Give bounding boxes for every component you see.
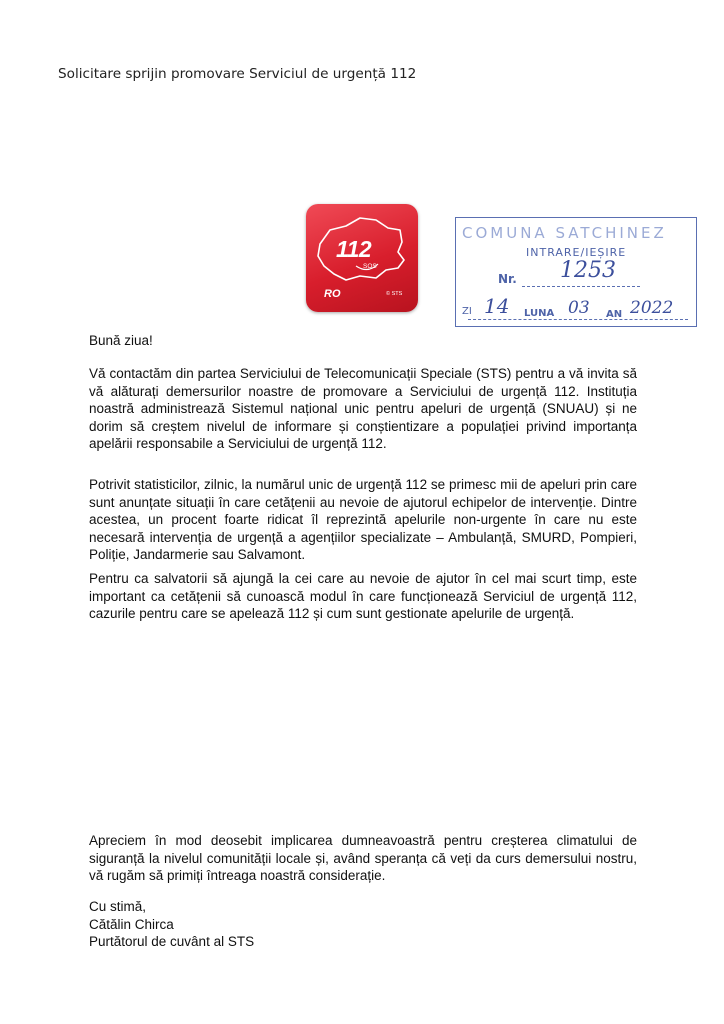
- stamp-nr-line: [522, 286, 640, 287]
- signature-block: [89, 898, 254, 951]
- stamp-in-out: INTRARE/IEȘIRE: [526, 246, 627, 259]
- stamp-institution: COMUNA SATCHINEZ: [462, 224, 667, 242]
- letter-subject: Solicitare sprijin promovare Serviciul de urgență 112: [58, 66, 417, 82]
- paragraph-text: Vă contactăm din partea Serviciului de Telecomunicații Speciale (STS) pentru a vă invita să vă alăturați demersurilor noastre de promovare a Serviciului de urgență 112. Instituția noastră administrează Sistemul național unic pentru apeluri de urgență (SNUAU) și ne dorim să creștem nivelul de informare și conștientizare a populației privind importanța apelării responsabile a Serviciului de urgență 112.: [89, 366, 637, 451]
- signer-name: Cătălin Chirca: [89, 916, 174, 932]
- stamp-nr-value: 1253: [560, 258, 616, 283]
- closing: Cu stimă,: [89, 899, 147, 914]
- letter-paragraph: [89, 832, 637, 885]
- stamp-nr-label: Nr.: [498, 272, 517, 286]
- logo-country: RO: [324, 288, 341, 300]
- letter-paragraph: [89, 476, 637, 564]
- logo-number: 112: [336, 236, 372, 262]
- logo-sos: SOS: [363, 263, 377, 270]
- paragraph-text: Pentru ca salvatorii să ajungă la cei care au nevoie de ajutor în cel mai scurt timp, este important ca cetățenii să cunoască modul în care funcționează Serviciul de urgență 112, cazurile pentru care se apelează 112 și cum sunt gestionate apelurile de urgență.: [89, 571, 637, 621]
- paragraph-text: Potrivit statisticilor, zilnic, la numărul unic de urgență 112 se primesc mii de apeluri prin care sunt anunțate situații în care cetățenii au nevoie de ajutorul echipelor de intervenție. Dintre acestea, un procent foarte ridicat îl reprezintă apelurile non-urgente în care nu este necesară intervenția de urgență a agențiilor specializate – Ambulanță, SMURD, Pompieri, Poliție, Jandarmerie sau Salvamont.: [89, 477, 637, 562]
- paragraph-text: Apreciem în mod deosebit implicarea dumneavoastră pentru creșterea climatului de siguranță la nivelul comunității locale și, având speranța că veți da curs demersului nostru, vă rugăm să primiți întreaga noastră considerație.: [89, 833, 637, 883]
- logo-copyright: © STS: [386, 291, 403, 297]
- stamp-day-value: 14: [484, 294, 510, 318]
- registration-stamp: [455, 217, 697, 327]
- letter-paragraph: [89, 365, 637, 453]
- letter-greeting: Bună ziua!: [89, 333, 153, 348]
- emergency-112-logo: [306, 204, 418, 312]
- stamp-month-value: 03: [568, 298, 590, 318]
- stamp-day-label: ZI: [462, 306, 472, 317]
- stamp-year-label: AN: [606, 309, 623, 320]
- stamp-month-label: LUNA: [524, 308, 555, 319]
- stamp-year-value: 2022: [630, 298, 674, 318]
- letter-paragraph: [89, 570, 637, 623]
- signer-title: Purtătorul de cuvânt al STS: [89, 934, 255, 949]
- stamp-date-line: [468, 319, 688, 320]
